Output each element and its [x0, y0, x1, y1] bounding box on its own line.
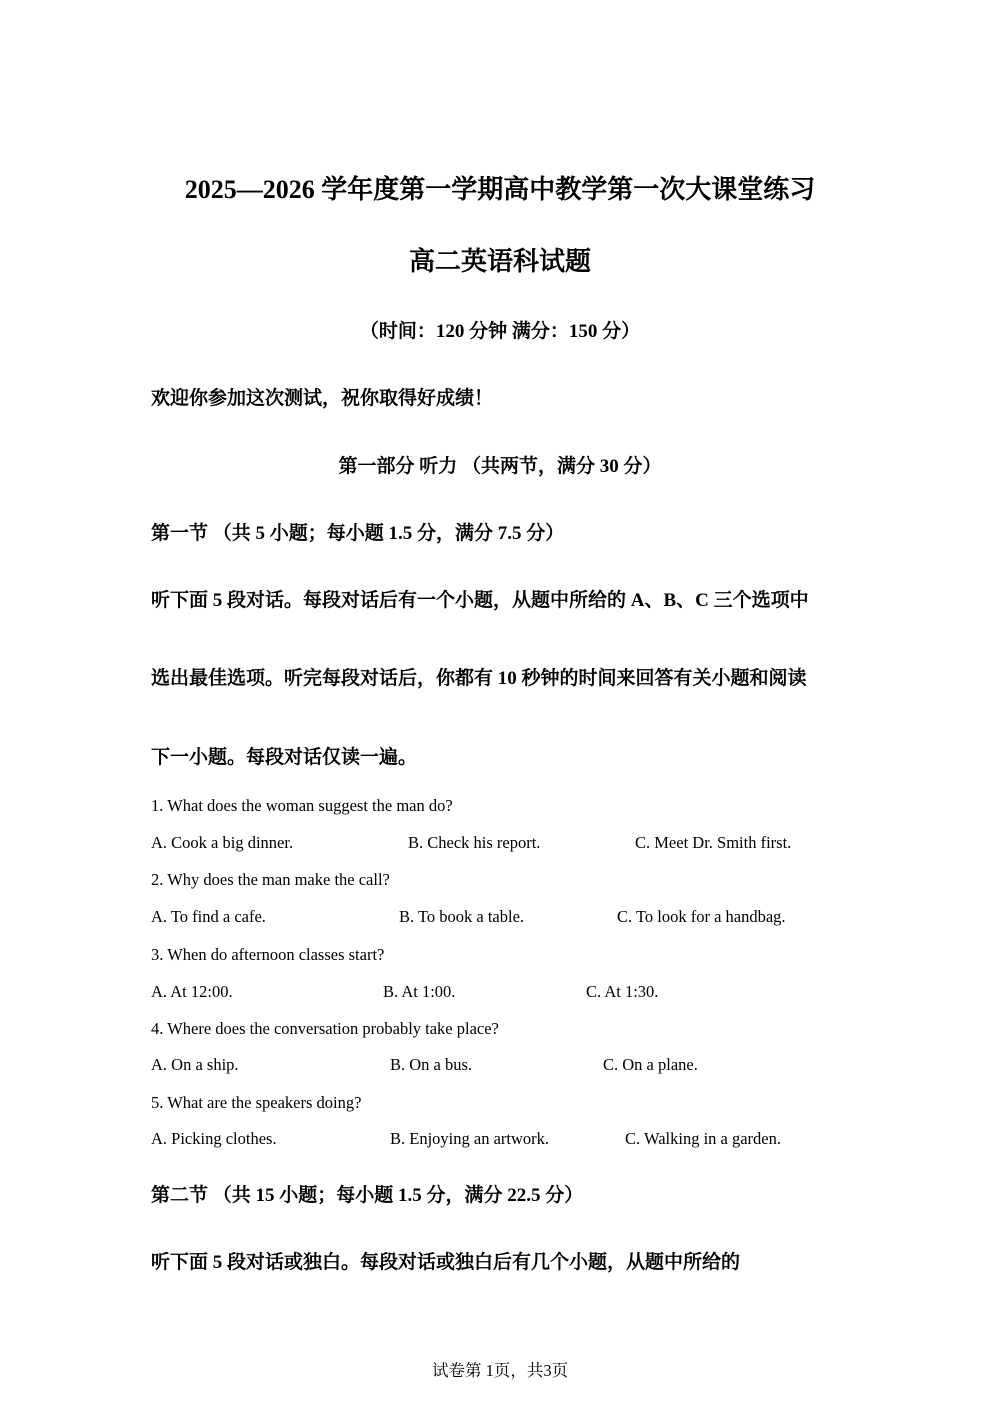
- option-c: C. Meet Dr. Smith first.: [635, 833, 792, 852]
- option-a: A. To find a cafe.: [151, 907, 266, 926]
- question-stem: 3. When do afternoon classes start?: [151, 945, 385, 964]
- section1-instruction-line: 下一小题。每段对话仅读一遍。: [151, 747, 418, 768]
- option-b: B. To book a table.: [399, 907, 525, 926]
- option-a: A. On a ship.: [151, 1055, 239, 1074]
- section1-instruction-line: 听下面 5 段对话。每段对话后有一个小题，从题中所给的 A、B、C 三个选项中: [151, 590, 809, 611]
- section2-instruction: 听下面 5 段对话或独白。每段对话或独白后有几个小题，从题中所给的: [151, 1252, 741, 1273]
- option-c: C. At 1:30.: [586, 982, 659, 1001]
- option-b: B. Check his report.: [408, 833, 541, 852]
- option-c: C. On a plane.: [603, 1055, 698, 1074]
- time-score-line: （时间：120 分钟 满分：150 分）: [359, 321, 641, 342]
- question-stem: 2. Why does the man make the call?: [151, 870, 390, 889]
- question-stem: 4. Where does the conversation probably take place?: [151, 1019, 499, 1038]
- exam-subtitle: 高二英语科试题: [408, 247, 591, 276]
- question-stem: 5. What are the speakers doing?: [151, 1093, 362, 1112]
- page-footer: 试卷第 1页，共3页: [431, 1361, 569, 1380]
- option-b: B. At 1:00.: [383, 982, 456, 1001]
- option-a: A. At 12:00.: [151, 982, 233, 1001]
- option-a: A. Cook a big dinner.: [151, 833, 294, 852]
- question-stem: 1. What does the woman suggest the man do?: [151, 796, 453, 815]
- part1-heading: 第一部分 听力 （共两节，满分 30 分）: [338, 456, 662, 477]
- option-c: C. To look for a handbag.: [617, 907, 786, 926]
- option-b: B. On a bus.: [390, 1055, 473, 1074]
- option-b: B. Enjoying an artwork.: [390, 1129, 550, 1148]
- option-a: A. Picking clothes.: [151, 1129, 277, 1148]
- exam-title: 2025—2026 学年度第一学期高中教学第一次大课堂练习: [184, 175, 816, 204]
- section1-instruction-line: 选出最佳选项。听完每段对话后，你都有 10 秒钟的时间来回答有关小题和阅读: [151, 668, 807, 689]
- section2-heading: 第二节 （共 15 小题；每小题 1.5 分，满分 22.5 分）: [151, 1185, 584, 1206]
- section1-heading: 第一节 （共 5 小题；每小题 1.5 分，满分 7.5 分）: [151, 523, 565, 544]
- greeting-text: 欢迎你参加这次测试，祝你取得好成绩！: [151, 388, 494, 409]
- option-c: C. Walking in a garden.: [625, 1129, 782, 1148]
